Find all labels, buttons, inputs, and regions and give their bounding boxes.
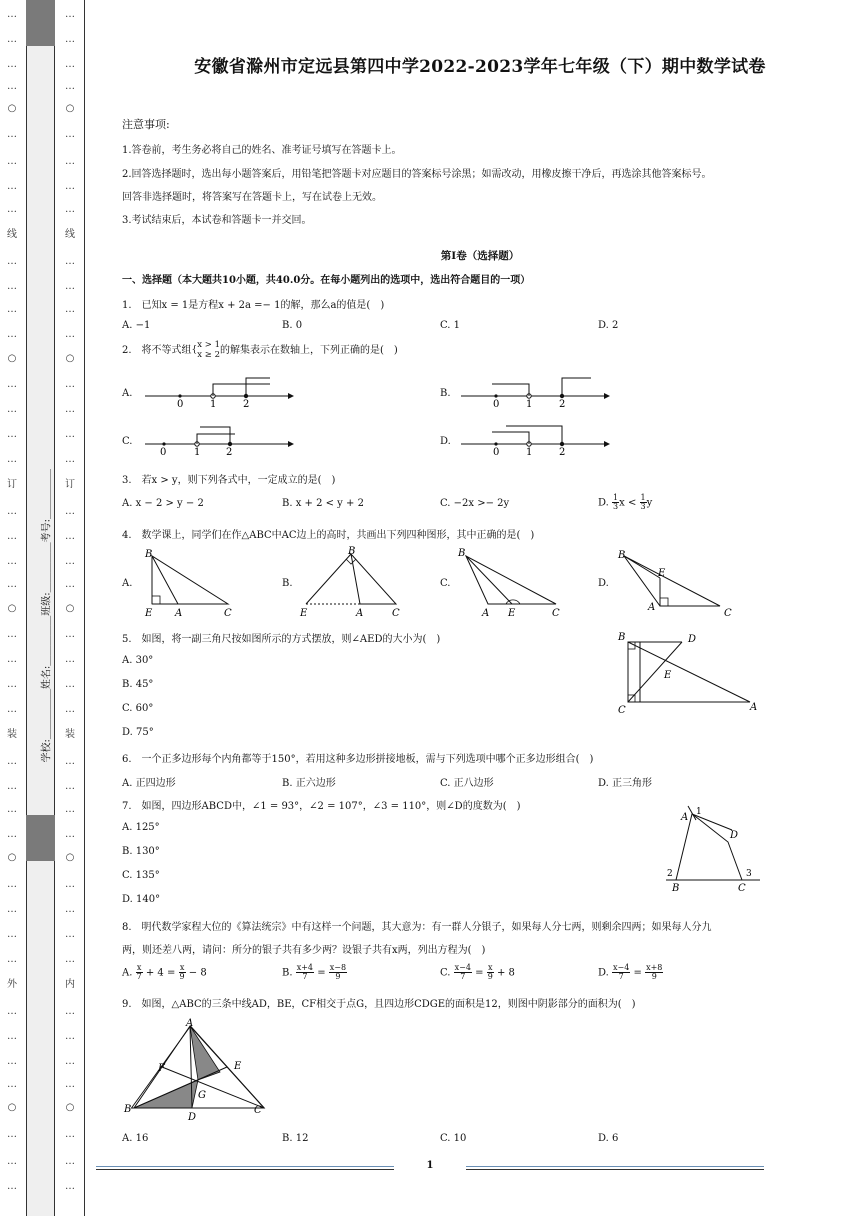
q2-option-a: A.: [122, 388, 133, 399]
dots: …: [7, 679, 17, 690]
binding-char: 外: [7, 979, 17, 990]
angle-label: 1: [696, 807, 702, 817]
q4-figure-a: [140, 546, 240, 622]
operator: =: [630, 967, 646, 979]
dots: …: [65, 9, 75, 20]
dots: …: [7, 929, 17, 940]
dots: …: [7, 1129, 17, 1140]
q2-numberline-a: [140, 374, 300, 414]
dots: …: [7, 34, 17, 45]
numerator: x: [179, 963, 185, 972]
dots: …: [7, 1181, 17, 1192]
binding-border: [84, 0, 85, 1216]
q2-stem-post: 的解集表示在数轴上，下列正确的是( ): [220, 345, 398, 356]
q3-option-d: [598, 494, 652, 512]
q2-numberline-c: [140, 422, 300, 462]
denominator: 3: [613, 502, 619, 512]
q5-figure: [612, 628, 762, 720]
dots: …: [7, 404, 17, 415]
dots: …: [7, 129, 17, 140]
denominator: 7: [618, 972, 624, 982]
option-label: C.: [440, 967, 454, 979]
dots: …: [7, 954, 17, 965]
dots: …: [7, 879, 17, 890]
dots: …: [65, 404, 75, 415]
point-label: D: [688, 634, 697, 645]
option-label: A.: [122, 967, 136, 979]
q5-option-d: D. 75°: [122, 727, 154, 738]
q8-stem-line2: 两，则还差八两，请问：所分的银子共有多少两？设银子共有x两，列出方程为( ): [122, 945, 486, 956]
footer-rule-left: [96, 1166, 394, 1167]
binding-char: 装: [7, 729, 17, 740]
q7-figure: [660, 800, 770, 896]
numerator: x−4: [613, 963, 630, 972]
dots: …: [65, 879, 75, 890]
binding-outer-column: [4, 0, 20, 1216]
binding-circle: ○: [65, 353, 75, 364]
q8-option-c: [440, 964, 515, 982]
point-label: B: [672, 883, 680, 894]
point-label: A: [681, 812, 689, 823]
point-label: D: [188, 1112, 197, 1120]
dots: …: [7, 629, 17, 640]
option-label: B.: [282, 967, 296, 979]
fraction: [487, 964, 494, 982]
dots: …: [65, 579, 75, 590]
dots: …: [7, 304, 17, 315]
q8-option-b: [282, 964, 347, 982]
fraction: [179, 964, 186, 982]
tail: − 8: [185, 967, 207, 979]
point-label: C: [738, 883, 746, 894]
numerator: x: [136, 963, 142, 972]
point-label: A: [356, 608, 364, 619]
numerator: x: [488, 963, 493, 972]
dots: …: [65, 1031, 75, 1042]
q8-stem-line1: 8. 明代数学家程大位的《算法统宗》中有这样一个问题，其大意为：有一群人分银子，如果每人分七两，则剩余四两；如果每人分九: [122, 922, 712, 933]
dots: …: [65, 256, 75, 267]
dots: …: [7, 181, 17, 192]
binding-circle: ○: [7, 1102, 17, 1113]
point-label: E: [300, 608, 308, 619]
q2-option-d: D.: [440, 436, 451, 447]
dots: …: [65, 454, 75, 465]
numerator: 1: [613, 493, 619, 502]
dots: …: [7, 256, 17, 267]
point-label: D: [730, 830, 739, 841]
dots: …: [7, 329, 17, 340]
dots: …: [65, 181, 75, 192]
q6-option-b: B. 正六边形: [282, 778, 336, 789]
binding-char: 装: [65, 729, 75, 740]
dots: …: [7, 506, 17, 517]
q9-option-a: A. 16: [122, 1133, 149, 1144]
q2-numberline-b: [456, 374, 616, 414]
dots: …: [7, 1031, 17, 1042]
q1-option-d: D. 2: [598, 320, 619, 331]
q8-option-a: [122, 964, 207, 982]
notice-line: 3.考试结束后，本试卷和答题卡一并交回。: [122, 215, 312, 226]
q2-numberline-d: [456, 422, 616, 462]
dots: …: [7, 1156, 17, 1167]
q2-option-b: B.: [440, 388, 451, 399]
part-heading: 一、选择题（本大题共10小题，共40.0分。在每小题列出的选项中，选出符合题目的一项）: [122, 275, 531, 286]
dots: …: [65, 129, 75, 140]
operator: + 4 =: [142, 967, 179, 979]
q4-figure-b: [296, 546, 406, 622]
option-label: D.: [598, 967, 613, 979]
dots: …: [65, 556, 75, 567]
dots: …: [65, 204, 75, 215]
point-label: C: [224, 608, 232, 619]
tick-label: 0: [177, 399, 184, 410]
numerator: 1: [640, 493, 646, 502]
dots: …: [65, 629, 75, 640]
q3-d-mid: x <: [619, 497, 640, 509]
tick-label: 2: [559, 447, 566, 458]
exam-title: 安徽省滁州市定远县第四中学2022-2023学年七年级（下）期中数学试卷: [194, 57, 766, 77]
numerator: x+4: [296, 963, 314, 972]
q1-option-a: A. −1: [122, 320, 151, 331]
denominator: 9: [651, 972, 657, 982]
numerator: x+8: [646, 963, 663, 972]
q7-option-a: A. 125°: [122, 822, 160, 833]
tick-label: 1: [210, 399, 217, 410]
dots: …: [7, 59, 17, 70]
fraction: [296, 964, 314, 982]
q3-d-end: y: [646, 497, 653, 509]
binding-circle: ○: [7, 103, 17, 114]
dots: …: [65, 281, 75, 292]
q4-option-b: B.: [282, 578, 293, 589]
q9-option-b: B. 12: [282, 1133, 309, 1144]
dots: …: [65, 429, 75, 440]
dots: …: [65, 704, 75, 715]
point-label: G: [198, 1090, 206, 1101]
q7-option-d: D. 140°: [122, 894, 161, 905]
binding-strip: [0, 0, 86, 1216]
denominator: 9: [335, 972, 341, 982]
binding-circle: ○: [7, 353, 17, 364]
angle-label: 3: [746, 869, 752, 879]
dots: …: [65, 329, 75, 340]
q4-figure-d: [612, 546, 742, 622]
fraction: [329, 964, 347, 982]
fraction: [454, 964, 472, 982]
dots: …: [65, 379, 75, 390]
dots: …: [7, 704, 17, 715]
point-label: B: [145, 549, 153, 560]
section-title: 第Ⅰ卷（选择题）: [440, 250, 520, 262]
dots: …: [7, 454, 17, 465]
q6-option-d: D. 正三角形: [598, 778, 653, 789]
dots: …: [65, 654, 75, 665]
denominator: 7: [302, 972, 308, 982]
fraction: [645, 964, 663, 982]
q6-option-a: A. 正四边形: [122, 778, 176, 789]
angle-label: 2: [667, 869, 673, 879]
dots: …: [7, 531, 17, 542]
point-label: A: [175, 608, 183, 619]
fraction: [136, 964, 143, 982]
binding-circle: ○: [65, 103, 75, 114]
point-label: C: [392, 608, 400, 619]
dots: …: [65, 1056, 75, 1067]
operator: =: [471, 967, 487, 979]
q5-option-c: C. 60°: [122, 703, 154, 714]
notice-line: 1.答卷前，考生务必将自己的姓名、准考证号填写在答题卡上。: [122, 145, 402, 156]
footer-rule-right: [466, 1166, 764, 1167]
binding-circle: ○: [65, 1102, 75, 1113]
q6-stem: 6. 一个正多边形每个内角都等于150°，若用这种多边形拼接地板，需与下列选项中哪个正多边形组合( ): [122, 754, 594, 765]
denominator: 9: [179, 972, 185, 982]
q1-option-c: C. 1: [440, 320, 461, 331]
binding-circle: ○: [7, 603, 17, 614]
q4-option-d: D.: [598, 578, 609, 589]
binding-circle: ○: [65, 852, 75, 863]
dots: …: [65, 756, 75, 767]
tick-label: 0: [493, 399, 500, 410]
dots: …: [7, 829, 17, 840]
point-label: B: [348, 546, 356, 557]
tick-label: 2: [226, 447, 233, 458]
point-label: A: [750, 702, 758, 713]
binding-char: 内: [65, 979, 75, 990]
point-label: A: [648, 602, 656, 613]
q3-d-label: D.: [598, 497, 613, 509]
dots: …: [7, 1006, 17, 1017]
tick-label: 0: [160, 447, 167, 458]
dots: …: [7, 9, 17, 20]
point-label: B: [124, 1104, 132, 1115]
tick-label: 2: [243, 399, 250, 410]
q7-option-c: C. 135°: [122, 870, 160, 881]
binding-char: 线: [7, 229, 17, 240]
q8-option-d: [598, 964, 663, 982]
dots: …: [7, 429, 17, 440]
binding-block: [26, 815, 55, 861]
q4-option-c: C.: [440, 578, 451, 589]
tick-label: 2: [559, 399, 566, 410]
point-label: F: [158, 1063, 165, 1074]
dots: …: [7, 156, 17, 167]
q1-stem: 1. 已知x = 1是方程x + 2a =− 1的解，那么a的值是( ): [122, 300, 385, 311]
point-label: C: [724, 608, 732, 619]
binding-inner-column: [62, 0, 78, 1216]
dots: …: [65, 954, 75, 965]
tick-label: 1: [526, 399, 533, 410]
denominator: 3: [640, 502, 646, 512]
operator: =: [314, 967, 329, 979]
q3-option-b: B. x + 2 < y + 2: [282, 498, 364, 509]
dots: …: [7, 556, 17, 567]
dots: …: [65, 531, 75, 542]
dots: …: [7, 81, 17, 92]
dots: …: [65, 1181, 75, 1192]
dots: …: [7, 904, 17, 915]
dots: …: [65, 1129, 75, 1140]
dots: …: [65, 829, 75, 840]
q3-stem: 3. 若x > y，则下列各式中，一定成立的是( ): [122, 475, 336, 486]
point-label: B: [458, 548, 466, 559]
tick-label: 1: [194, 447, 201, 458]
point-label: E: [664, 670, 672, 681]
q5-option-a: A. 30°: [122, 655, 154, 666]
q2-system-line1: x > 1: [197, 340, 221, 351]
q2-stem: [122, 341, 398, 360]
point-label: A: [186, 1018, 194, 1029]
q9-option-c: C. 10: [440, 1133, 467, 1144]
q9-figure: [120, 1016, 270, 1120]
q4-stem: 4. 数学课上，同学们在作△ABC中AC边上的高时，共画出下列四种图形，其中正确的是( ): [122, 530, 535, 541]
tail: + 8: [493, 967, 515, 979]
dots: …: [7, 204, 17, 215]
q5-option-b: B. 45°: [122, 679, 154, 690]
q4-option-a: A.: [122, 578, 133, 589]
footer-rule-left-2: [96, 1169, 394, 1170]
student-info-fields: 学校:＿＿＿＿＿姓名:＿＿＿＿＿班级:＿＿＿＿＿考号:＿＿＿＿＿: [41, 469, 53, 763]
dots: …: [65, 679, 75, 690]
page-number: 1: [426, 1160, 434, 1171]
dots: …: [7, 1056, 17, 1067]
point-label: E: [145, 608, 153, 619]
q3-option-c: C. −2x >− 2y: [440, 498, 510, 509]
dots: …: [7, 379, 17, 390]
point-label: E: [508, 608, 516, 619]
point-label: C: [618, 705, 626, 716]
q2-system: {: [191, 344, 198, 355]
tick-label: 1: [526, 447, 533, 458]
q2-stem-pre: 2. 将不等式组: [122, 345, 192, 356]
dots: …: [65, 59, 75, 70]
tick-label: 0: [493, 447, 500, 458]
dots: …: [65, 1156, 75, 1167]
q9-stem: 9. 如图，△ABC的三条中线AD，BE，CF相交于点G，且四边形CDGE的面积是12，则图中阴影部分的面积为( ): [122, 999, 636, 1010]
q9-option-d: D. 6: [598, 1133, 619, 1144]
q4-figure-c: [452, 546, 572, 622]
dots: …: [7, 1079, 17, 1090]
binding-block: [26, 0, 55, 46]
dots: …: [65, 304, 75, 315]
dots: …: [65, 804, 75, 815]
dots: …: [7, 781, 17, 792]
notice-heading: 注意事项:: [122, 118, 170, 131]
dots: …: [7, 654, 17, 665]
notice-line: 回答非选择题时，将答案写在答题卡上，写在试卷上无效。: [122, 192, 382, 203]
point-label: A: [482, 608, 490, 619]
q2-system-lines: [197, 341, 220, 360]
q1-option-b: B. 0: [282, 320, 303, 331]
dots: …: [65, 904, 75, 915]
q2-option-c: C.: [122, 436, 133, 447]
fraction: [640, 494, 647, 512]
binding-char: 订: [7, 479, 17, 490]
dots: …: [65, 506, 75, 517]
q6-option-c: C. 正八边形: [440, 778, 494, 789]
notice-line: 2.回答选择题时，选出每小题答案后，用铅笔把答题卡对应题目的答案标号涂黑；如需改动，用橡皮擦干净后，再选涂其他答案标号。: [122, 169, 712, 180]
point-label: C: [254, 1105, 262, 1116]
dots: …: [7, 281, 17, 292]
dots: …: [7, 804, 17, 815]
q3-option-a: A. x − 2 > y − 2: [122, 498, 204, 509]
point-label: B: [618, 632, 626, 643]
binding-char: 订: [65, 479, 75, 490]
dots: …: [65, 781, 75, 792]
dots: …: [65, 81, 75, 92]
denominator: 9: [487, 972, 493, 982]
binding-circle: ○: [7, 852, 17, 863]
dots: …: [65, 34, 75, 45]
point-label: C: [552, 608, 560, 619]
numerator: x−4: [454, 963, 471, 972]
dots: …: [7, 579, 17, 590]
q2-system-line2: x ≥ 2: [197, 349, 221, 360]
point-label: B: [618, 550, 626, 561]
numerator: x−8: [329, 963, 347, 972]
q7-option-b: B. 130°: [122, 846, 160, 857]
dots: …: [65, 929, 75, 940]
dots: …: [65, 1006, 75, 1017]
fraction: [612, 964, 630, 982]
dots: …: [7, 756, 17, 767]
dots: …: [65, 156, 75, 167]
binding-char: 线: [65, 229, 75, 240]
dots: …: [65, 1079, 75, 1090]
footer-rule-right-2: [466, 1169, 764, 1170]
point-label: E: [234, 1061, 242, 1072]
q7-stem: 7. 如图，四边形ABCD中，∠1 = 93°，∠2 = 107°，∠3 = 110°，则∠D的度数为( ): [122, 801, 521, 812]
denominator: 7: [460, 972, 466, 982]
q5-stem: 5. 如图，将一副三角尺按如图所示的方式摆放，则∠AED的大小为( ): [122, 634, 441, 645]
point-label: E: [658, 568, 666, 579]
denominator: 7: [136, 972, 142, 982]
binding-circle: ○: [65, 603, 75, 614]
